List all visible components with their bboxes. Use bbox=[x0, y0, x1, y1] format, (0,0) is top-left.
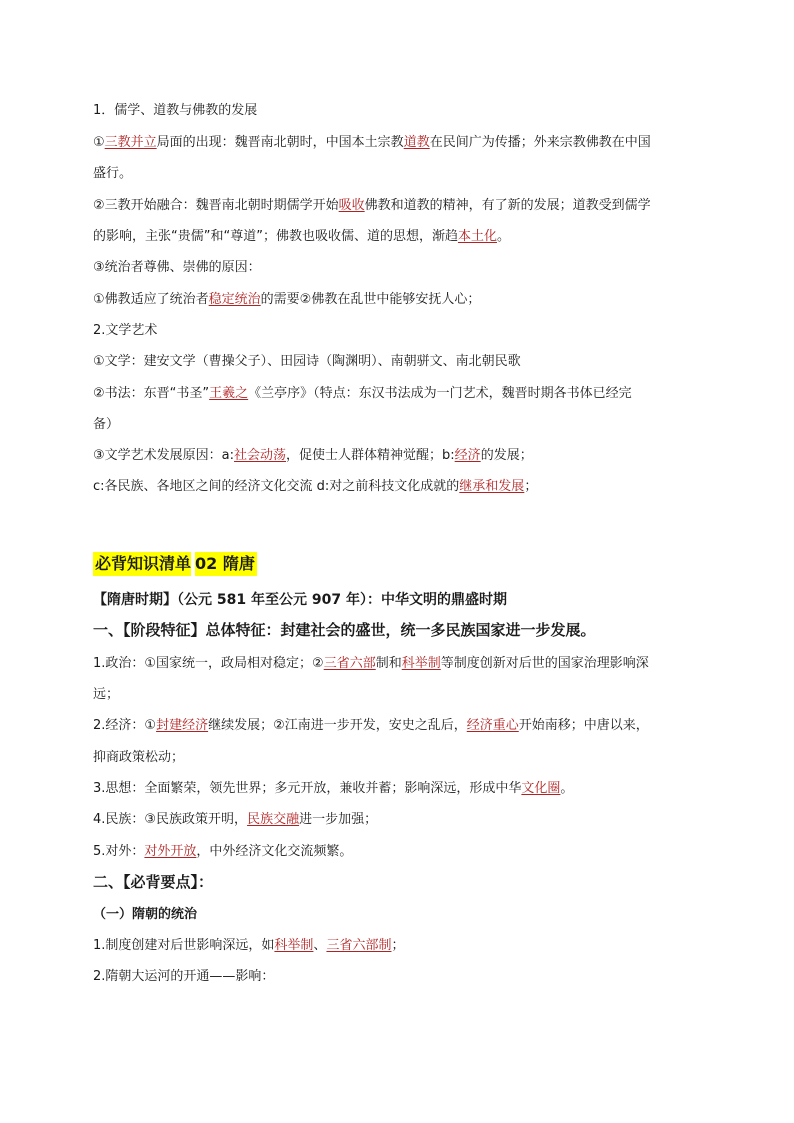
key-term: 三省六部 bbox=[323, 656, 376, 671]
key-term: 科举制 bbox=[401, 656, 441, 671]
paragraph-continuation: 抑商政策松动； bbox=[93, 750, 185, 765]
paragraph-arts-reasons-continued: c:各民族、各地区之间的经济文化交流 d:对之前科技文化成就的继承和发展； bbox=[93, 479, 538, 494]
paragraph-continuation: 备） bbox=[93, 417, 120, 432]
key-term: 对外开放 bbox=[144, 844, 197, 859]
paragraph-fusion-continued: 的影响，主张“贵儒”和“尊道”；佛教也吸收儒、道的思想，渐趋本土化。 bbox=[93, 229, 510, 244]
key-term: 文化圈 bbox=[521, 781, 561, 796]
key-term: 道教 bbox=[403, 135, 430, 150]
paragraph-thought: 3.思想：全面繁荣，领先世界；多元开放，兼收并蓄；影响深远，形成中华文化圈。 bbox=[93, 781, 574, 796]
key-term: 封建经济 bbox=[156, 718, 209, 733]
paragraph-arts-reasons: ③文学艺术发展原因：a:社会动荡，促使士人群体精神觉醒；b:经济的发展； bbox=[93, 448, 533, 463]
paragraph-literature: ①文学：建安文学（曹操父子）、田园诗（陶渊明）、南朝骈文、南北朝民歌 bbox=[93, 354, 521, 369]
key-term: 继承和发展 bbox=[459, 479, 525, 494]
key-term: 经济重心 bbox=[466, 718, 519, 733]
paragraph-foreign: 5.对外：对外开放，中外经济文化交流频繁。 bbox=[93, 844, 353, 859]
knowledge-list-title: 必背知识清单 02 隋唐 bbox=[93, 552, 257, 576]
paragraph-ethnic: 4.民族：③民族政策开明，民族交融进一步加强； bbox=[93, 812, 378, 827]
paragraph-fusion: ②三教开始融合：魏晋南北朝时期儒学开始吸收佛教和道教的精神，有了新的发展；道教受到儒学 bbox=[93, 198, 651, 213]
paragraph-economy: 2.经济：①封建经济继续发展；②江南进一步开发，安史之乱后，经济重心开始南移；中唐以来， bbox=[93, 718, 649, 733]
key-term: 科举制 bbox=[274, 938, 314, 953]
paragraph-calligraphy: ②书法：东晋“书圣”王羲之《兰亭序》（特点：东汉书法成为一门艺术，魏晋时期各书体已经完 bbox=[93, 386, 632, 401]
key-term: 经济 bbox=[454, 448, 481, 463]
key-term: 三省六部制 bbox=[326, 938, 392, 953]
paragraph-system: 1.制度创建对后世影响深远，如科举制、三省六部制； bbox=[93, 938, 405, 953]
paragraph-rulers-reasons: ③统治者尊佛、崇佛的原因： bbox=[93, 260, 261, 275]
key-term: 稳定统治 bbox=[208, 292, 261, 307]
paragraph-continuation: 远； bbox=[93, 687, 120, 702]
section-heading-literature: 2.文学艺术 bbox=[93, 323, 158, 338]
key-term: 社会动荡 bbox=[234, 448, 287, 463]
paragraph-continuation: 盛行。 bbox=[93, 166, 133, 181]
section-heading-confucianism: 1．儒学、道教与佛教的发展 bbox=[93, 103, 258, 118]
paragraph-buddhism-reasons: ①佛教适应了统治者稳定统治的需要②佛教在乱世中能够安抚人心； bbox=[93, 292, 481, 307]
subheading-sui-rule: （一）隋朝的统治 bbox=[93, 907, 198, 922]
key-term: 民族交融 bbox=[247, 812, 300, 827]
paragraph-grand-canal: 2.隋朝大运河的开通——影响： bbox=[93, 969, 275, 984]
paragraph-politics: 1.政治：①国家统一，政局相对稳定；②三省六部制和科举制等制度创新对后世的国家治理影响深 bbox=[93, 656, 649, 671]
stage-features-heading: 一、【阶段特征】总体特征：封建社会的盛世，统一多民族国家进一步发展。 bbox=[93, 621, 596, 639]
key-term: 王羲之 bbox=[209, 386, 249, 401]
paragraph-three-teachings: ①三教并立局面的出现：魏晋南北朝时，中国本土宗教道教在民间广为传播；外来宗教佛教在中国 bbox=[93, 135, 651, 150]
key-term: 本土化 bbox=[457, 229, 497, 244]
key-points-heading: 二、【必背要点】： bbox=[93, 873, 214, 891]
key-term: 吸收 bbox=[338, 198, 365, 213]
period-heading: 【隋唐时期】（公元 581 年至公元 907 年）：中华文明的鼎盛时期 bbox=[93, 592, 507, 608]
key-term: 三教并立 bbox=[104, 135, 157, 150]
